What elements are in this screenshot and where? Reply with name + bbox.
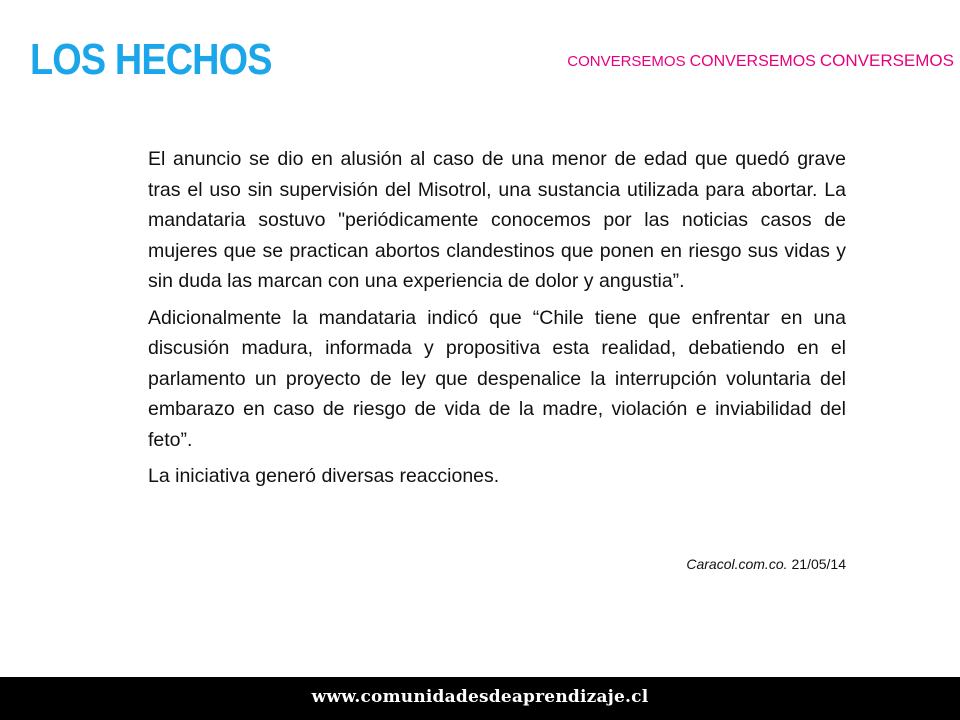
footer-url[interactable]: www.comunidadesdeaprendizaje.cl: [311, 687, 649, 707]
source-name: Caracol.com.co.: [686, 556, 788, 572]
source-citation: [686, 556, 846, 572]
tagline-word-2: CONVERSEMOS: [689, 53, 816, 70]
paragraph-1: El anuncio se dio en alusión al caso de una menor de edad que quedó grave tras el uso sin supervisión del Misotrol, una sustancia utilizada para abortar. La mandataria sostuvo "periódicamente conocemos por las noticias casos de mujeres que se practican abortos clandestinos que ponen en riesgo sus vidas y sin duda las marcan con una experiencia de dolor y angustia”.: [148, 148, 846, 292]
tagline-word-3: CONVERSEMOS: [819, 51, 954, 70]
tagline: [563, 52, 954, 70]
paragraph-3: La iniciativa generó diversas reacciones.: [148, 465, 500, 487]
paragraph-2: Adicionalmente la mandataria indicó que “Chile tiene que enfrentar en una discusión madura, informada y propositiva esta realidad, debatiendo en el parlamento un proyecto de ley que despenalice la interrupción voluntaria del embarazo en caso de riesgo de vida de la madre, violación e inviabilidad del feto”.: [148, 306, 846, 451]
footer-bar: [0, 677, 960, 720]
tagline-word-1: CONVERSEMOS: [567, 53, 686, 70]
article-body: [148, 144, 846, 498]
page-title: LOS HECHOS: [30, 35, 272, 84]
source-date: 21/05/14: [791, 556, 846, 572]
